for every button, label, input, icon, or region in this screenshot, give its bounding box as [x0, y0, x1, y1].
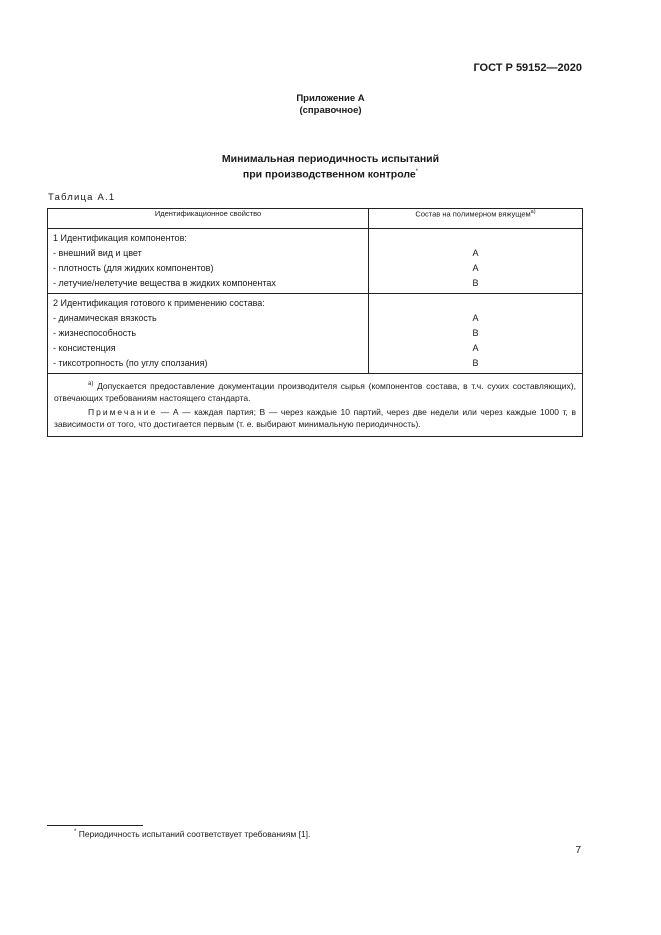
group-2-properties — [48, 294, 369, 374]
page-footnote-mark: * — [74, 829, 77, 836]
property-cell: - жизнеспособность — [53, 328, 137, 338]
col-header-composition — [369, 209, 583, 229]
col-header-footnote-mark: а) — [530, 209, 536, 215]
page-footnote-text: Периодичность испытаний соответствует требованиям [1]. — [78, 829, 311, 839]
col-header-property: Идентификационное свойство — [48, 209, 369, 229]
annex-kind: (справочное) — [299, 105, 362, 116]
standard-code: ГОСТ Р 59152—2020 — [473, 62, 582, 74]
property-cell: - плотность (для жидких компонентов) — [53, 263, 214, 273]
footnote-a-mark: а) — [88, 381, 94, 387]
group-1-values — [369, 229, 583, 294]
value-cell: А — [472, 263, 479, 273]
footnote-a-text: Допускается предоставление документации производителя сырья (компонентов состава, в т.ч. сухих составляющих), отвечающих требованиям настоящего стандарта. — [54, 380, 576, 403]
value-cell: А — [472, 248, 479, 258]
annex-title: Приложение А — [296, 93, 365, 104]
table-row-group-1 — [48, 229, 583, 294]
title-line-1: Минимальная периодичность испытаний — [221, 153, 440, 165]
periodicity-table — [47, 208, 583, 437]
table-header-row — [48, 209, 583, 229]
value-cell: А — [472, 313, 479, 323]
group-title: 1 Идентификация компонентов: — [53, 233, 187, 243]
table-caption: Таблица А.1 — [48, 192, 116, 203]
table-row-group-2 — [48, 294, 583, 374]
table-notes — [48, 374, 583, 437]
property-cell: - летучие/нелетучие вещества в жидких компонентах — [53, 278, 276, 288]
value-cell: В — [472, 358, 479, 368]
value-cell: А — [472, 343, 479, 353]
property-cell: - динамическая вязкость — [53, 313, 157, 323]
value-cell: В — [472, 328, 479, 338]
value-spacer — [369, 231, 582, 246]
value-cell: В — [472, 278, 479, 288]
page-number: 7 — [575, 845, 581, 856]
document-title — [0, 153, 661, 182]
value-spacer — [369, 296, 582, 311]
note-text: — А — каждая партия; В — через каждые 10 партий, через две недели или через каждые 1000 т, в зависимости от того, что достигается первым (т. е. выбирают минимальную периодичность). — [54, 406, 576, 429]
property-cell: - тиксотропность (по углу сползания) — [53, 358, 208, 368]
property-cell: - внешний вид и цвет — [53, 248, 142, 258]
page-footnote — [74, 829, 310, 839]
annex-heading — [0, 93, 661, 117]
group-1-properties — [48, 229, 369, 294]
table-footnote-a — [54, 378, 576, 404]
title-line-2 — [0, 166, 661, 182]
table-notes-row — [48, 374, 583, 437]
title-footnote-mark: * — [415, 169, 419, 175]
note-label: Примечание — [88, 406, 158, 417]
footnote-divider — [47, 825, 143, 826]
table-note — [54, 406, 576, 430]
group-2-values — [369, 294, 583, 374]
property-cell: - консистенция — [53, 343, 116, 353]
title-line-2-text: при производственном контроле — [242, 168, 416, 181]
group-title: 2 Идентификация готового к применению состава: — [53, 298, 265, 308]
col-header-composition-text: Состав на полимерном вяжущем — [415, 209, 531, 219]
